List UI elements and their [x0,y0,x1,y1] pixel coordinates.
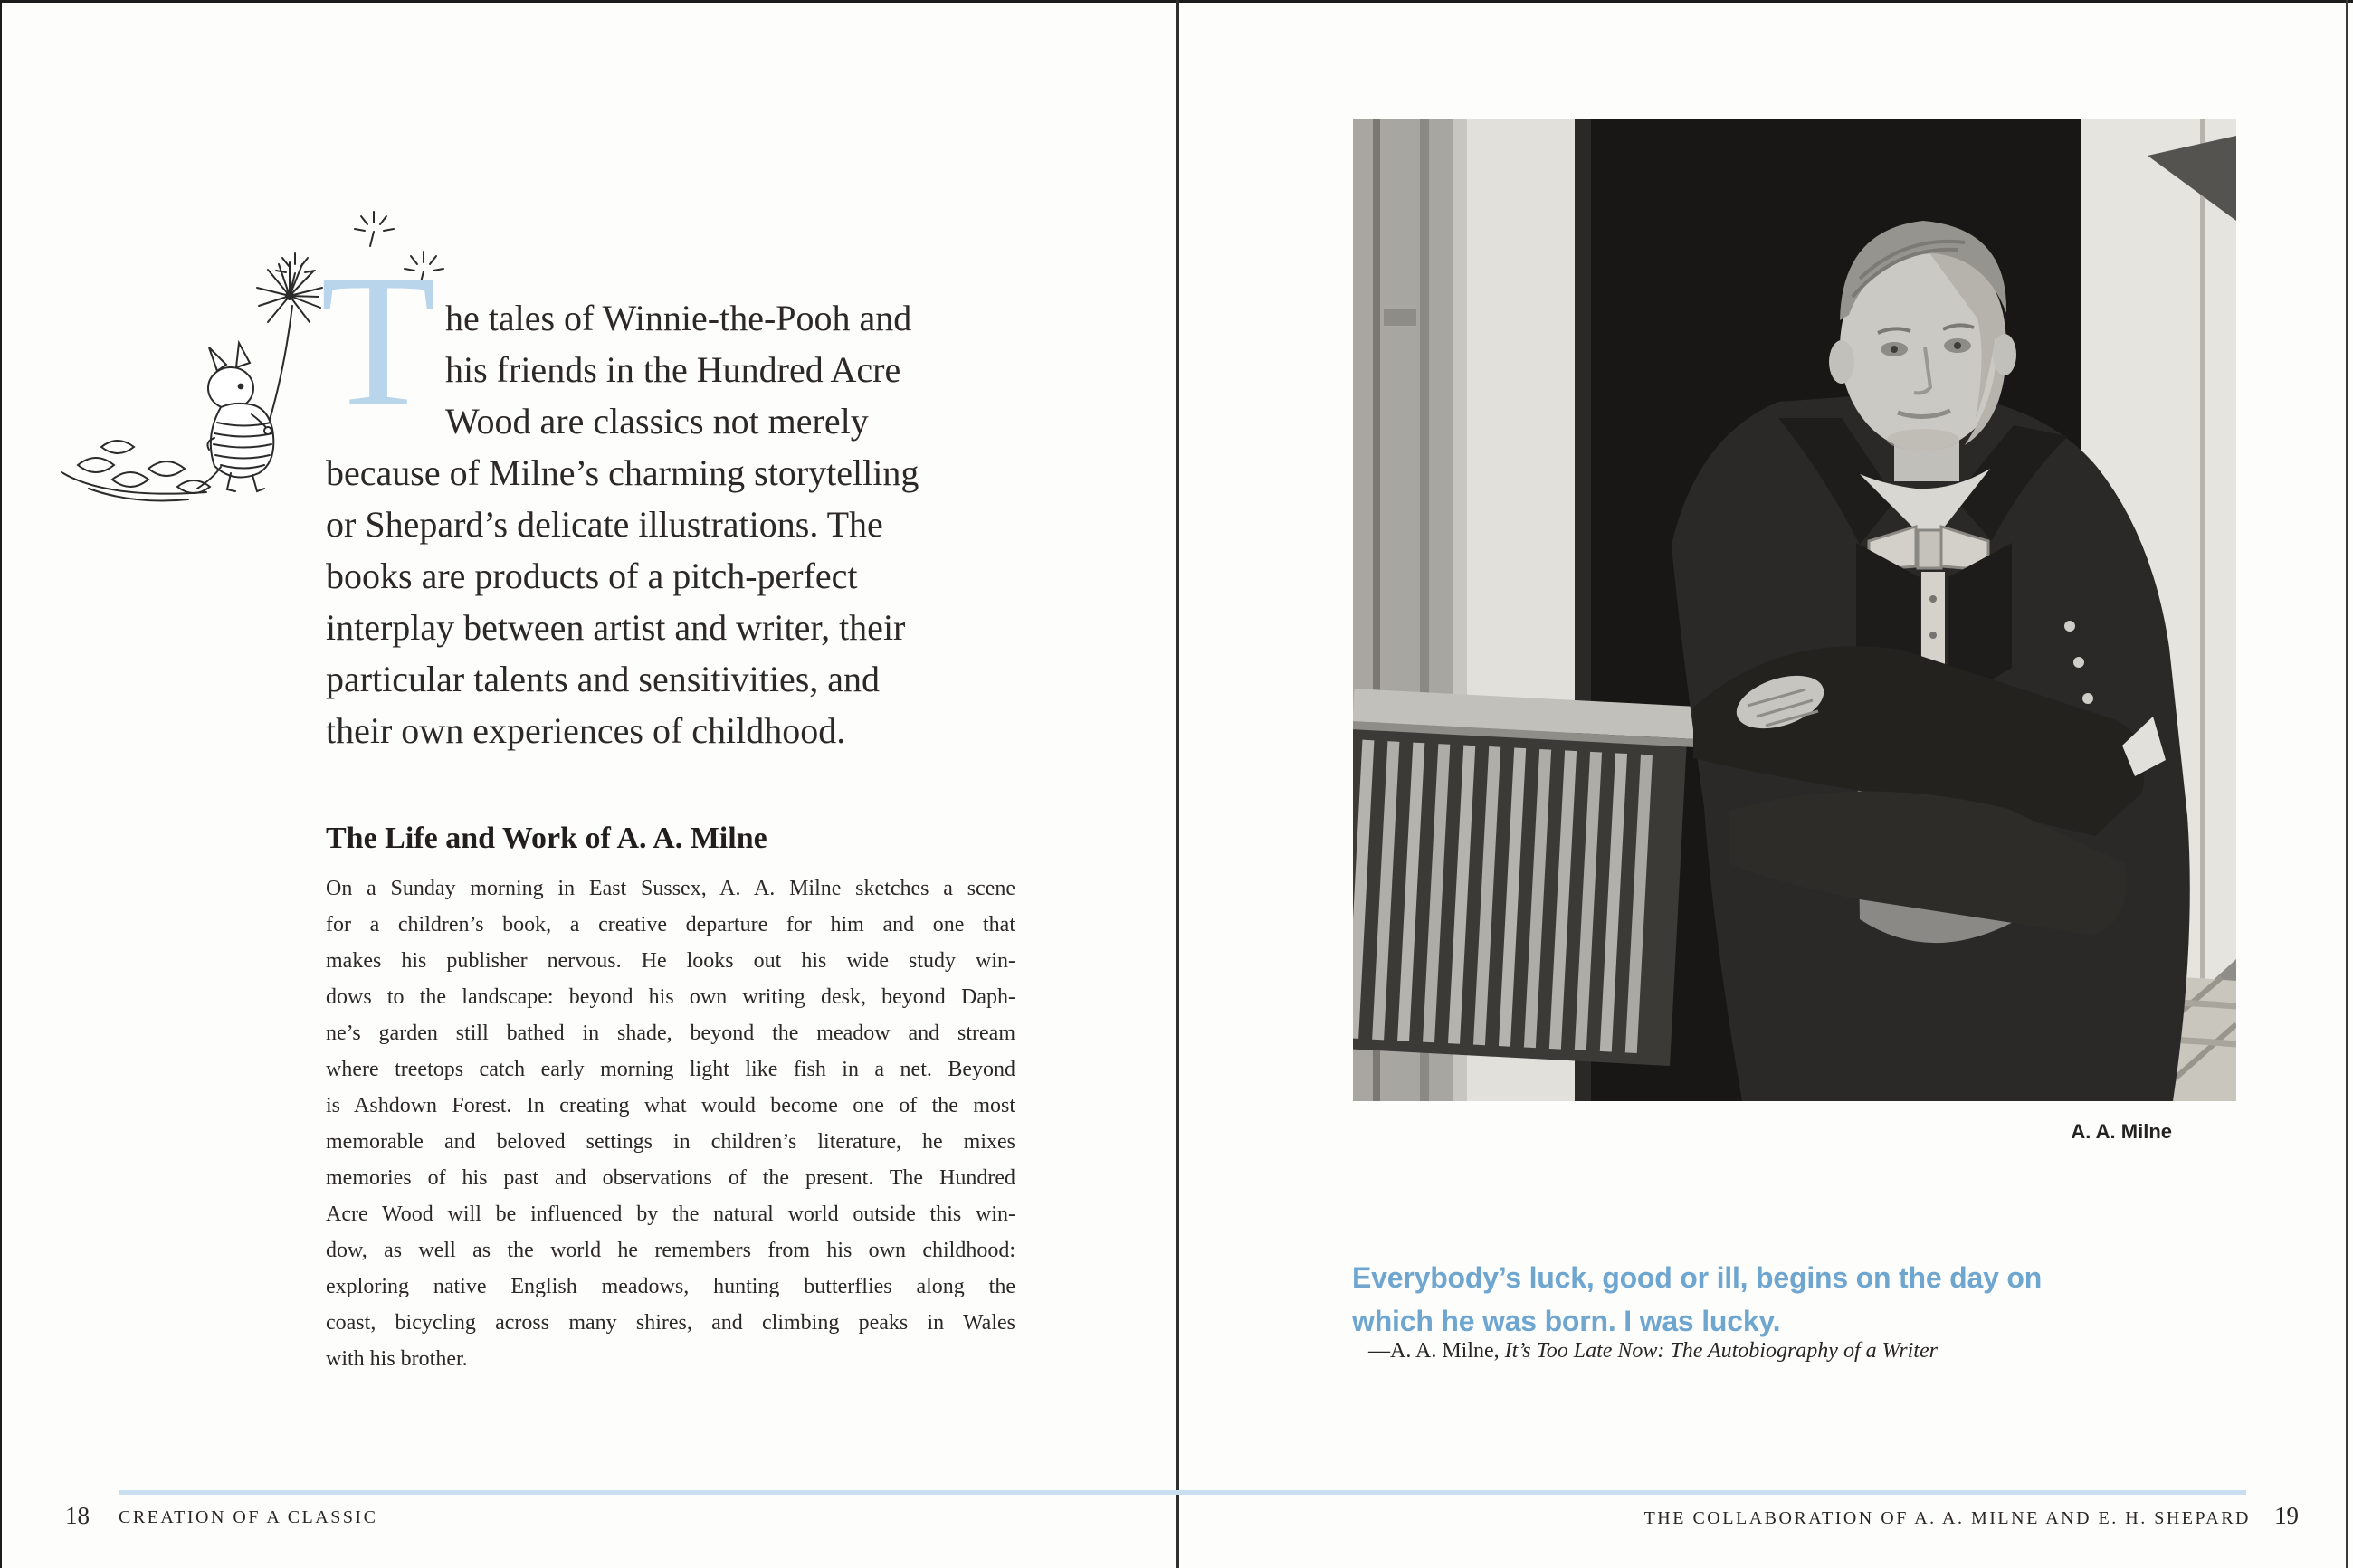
body-text-line: where treetops catch early morning light like fish in a net. Beyond [326,1058,1015,1081]
intro-line: or Shepard’s delicate illustrations. The [326,504,883,545]
intro-paragraph [326,292,919,756]
section-heading: The Life and Work of A. A. Milne [326,822,767,855]
footer-right [1644,1502,2299,1530]
pull-quote-line: Everybody’s luck, good or ill, begins on the day on [1352,1261,2043,1294]
foliage-sketch [62,441,221,501]
photo-caption: A. A. Milne [2071,1120,2172,1143]
body-text-line: makes his publisher nervous. He looks out his wide study win- [326,949,1015,973]
body-text-line: exploring native English meadows, hunting butterflies along the [326,1275,1015,1298]
running-title-left: CREATION OF A CLASSIC [119,1507,378,1527]
intro-line: his friends in the Hundred Acre [445,349,901,390]
piglet-figure [207,343,273,491]
dandelion-stem [267,306,292,429]
drop-cap-letter: T [320,236,437,446]
body-text-line: Acre Wood will be influenced by the natural world outside this win- [326,1202,1015,1226]
intro-line: he tales of Winnie-the-Pooh and [445,298,912,338]
body-text-line: dow, as well as the world he remembers from his own childhood: [326,1239,1015,1262]
aa-milne-photograph [1353,119,2236,1101]
body-text-line: ne’s garden still bathed in shade, beyond the meadow and stream [326,1022,1015,1045]
body-text-line: coast, bicycling across many shires, and climbing peaks in Wales [326,1311,1015,1335]
footer-rule [119,1490,2246,1495]
scan-edge-left [0,0,2,1568]
attribution-book-title: It’s Too Late Now: The Autobiography of a Writer [1504,1339,1938,1363]
page-gutter-line [1176,0,1179,1568]
intro-line: particular talents and sensitivities, and [326,659,881,699]
running-title-right: THE COLLABORATION OF A. A. MILNE AND E. H. SHEPARD [1643,1508,2251,1528]
body-text-line: memorable and beloved settings in children’s literature, he mixes [326,1130,1015,1154]
body-text-line: for a children’s book, a creative departure for him and one that [326,913,1015,936]
quote-attribution [1368,1339,1938,1364]
attribution-author: —A. A. Milne, [1368,1339,1505,1363]
body-text-line: memories of his past and observations of the present. The Hundred [326,1166,1015,1190]
pull-quote [1352,1256,2042,1343]
body-paragraph [326,870,1015,1377]
page-number-left: 18 [65,1502,90,1529]
intro-line: Wood are classics not merely [445,401,869,442]
page-number-right: 19 [2274,1502,2299,1529]
intro-line: books are products of a pitch-perfect [326,556,858,596]
scan-edge-right [2346,0,2348,1568]
intro-line: because of Milne’s charming storytelling [326,452,919,493]
dandelion-head [257,262,322,322]
pull-quote-line: which he was born. I was lucky. [1352,1305,1781,1337]
body-text-line: with his brother. [326,1347,468,1371]
intro-line: their own experiences of childhood. [326,710,846,751]
body-text-line: is Ashdown Forest. In creating what would become one of the most [326,1094,1015,1117]
body-text-line: dows to the landscape: beyond his own writing desk, beyond Daph- [326,985,1015,1009]
body-text-line: On a Sunday morning in East Sussex, A. A. Milne sketches a scene [326,877,1015,900]
intro-line: interplay between artist and writer, their [326,607,906,648]
